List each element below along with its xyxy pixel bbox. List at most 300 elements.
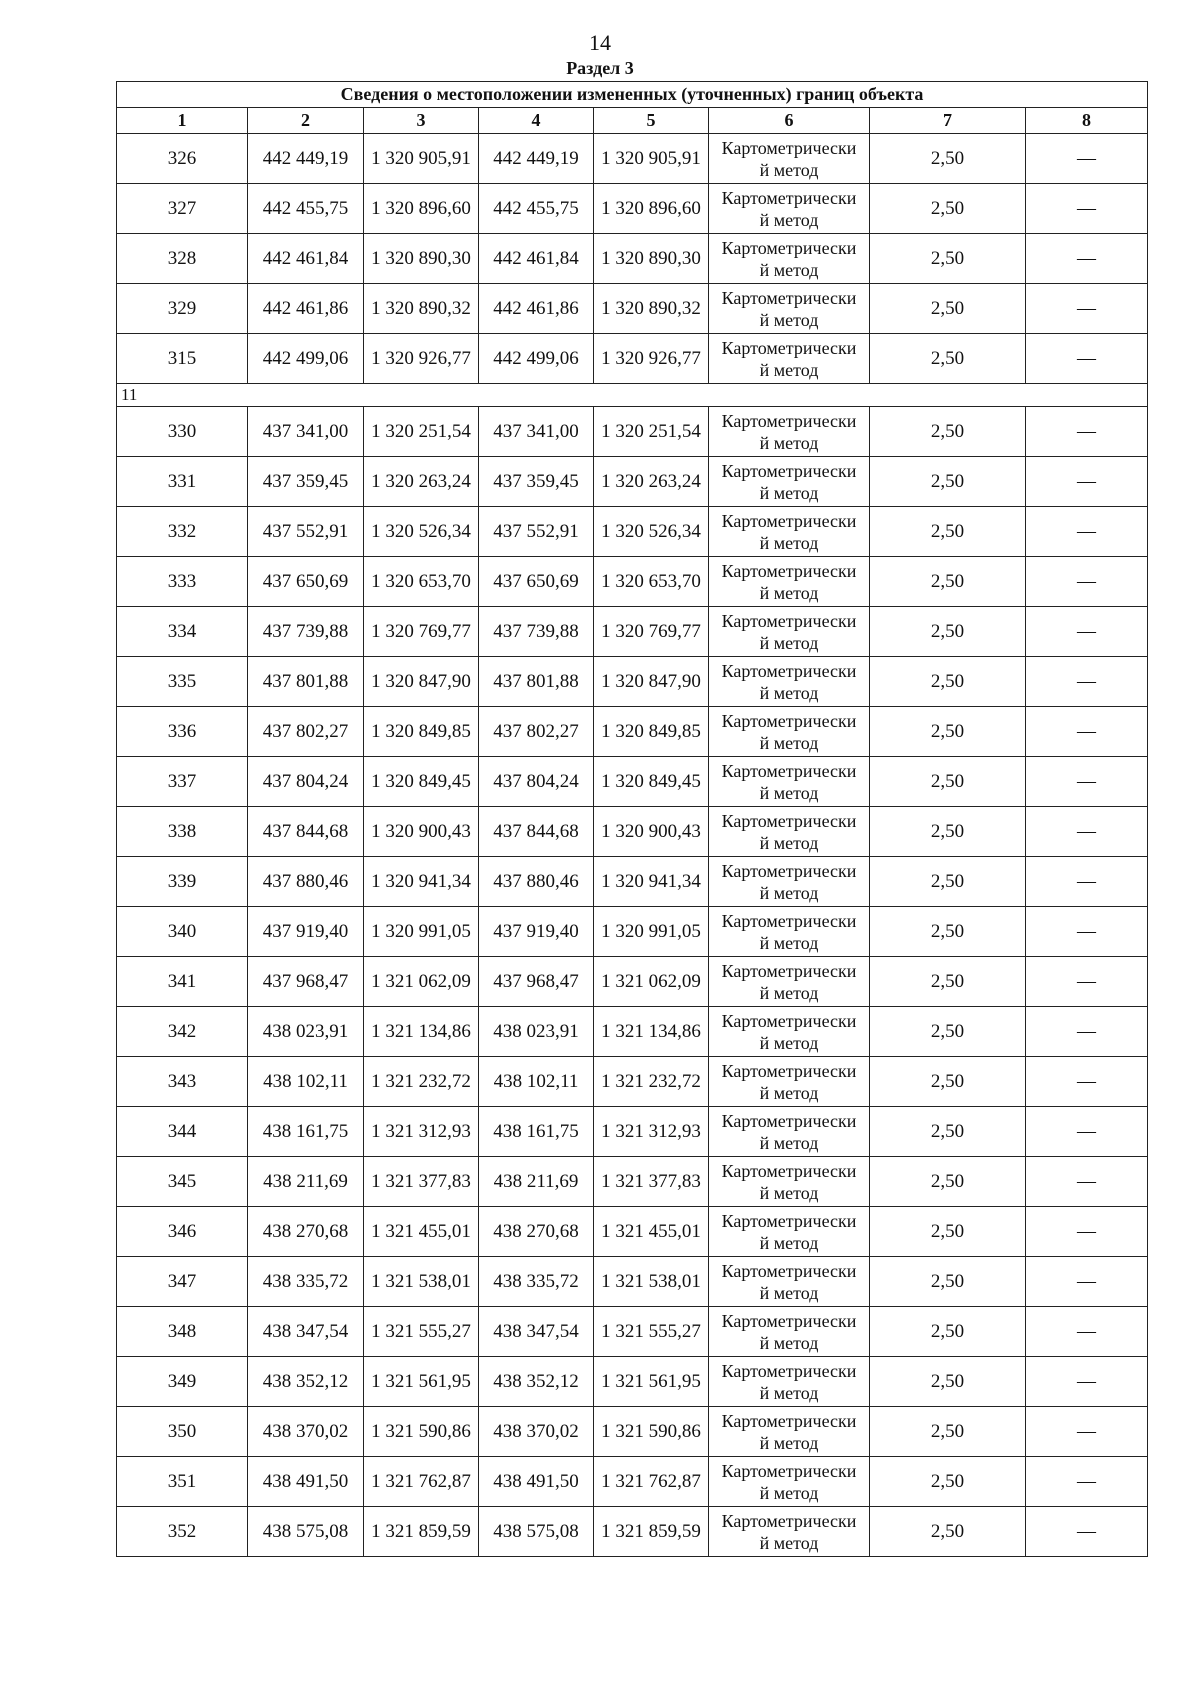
y-old-cell: 1 320 526,34 — [364, 507, 479, 557]
x-old-cell: 437 802,27 — [248, 707, 364, 757]
table-body-part-1 — [117, 134, 1148, 384]
method-line-1: Картометрически — [721, 1410, 857, 1431]
y-new-cell: 1 320 849,85 — [594, 707, 709, 757]
description-cell: — — [1026, 134, 1148, 184]
accuracy-cell: 2,50 — [870, 1407, 1026, 1457]
method-cell — [709, 1457, 870, 1507]
y-new-cell: 1 320 941,34 — [594, 857, 709, 907]
x-new-cell: 437 880,46 — [479, 857, 594, 907]
x-new-cell: 437 739,88 — [479, 607, 594, 657]
x-new-cell: 437 801,88 — [479, 657, 594, 707]
method-line-1: Картометрически — [721, 910, 857, 931]
y-old-cell: 1 320 847,90 — [364, 657, 479, 707]
x-new-cell: 438 347,54 — [479, 1307, 594, 1357]
y-old-cell: 1 321 555,27 — [364, 1307, 479, 1357]
group-label: 11 — [117, 384, 1148, 407]
accuracy-cell: 2,50 — [870, 957, 1026, 1007]
method-line-2: й метод — [759, 1482, 819, 1503]
accuracy-cell: 2,50 — [870, 607, 1026, 657]
accuracy-cell: 2,50 — [870, 707, 1026, 757]
x-old-cell: 442 499,06 — [248, 334, 364, 384]
y-new-cell: 1 320 905,91 — [594, 134, 709, 184]
method-line-1: Картометрически — [721, 610, 857, 631]
table-row — [117, 1007, 1148, 1057]
point-number-cell: 348 — [117, 1307, 248, 1357]
method-line-1: Картометрически — [721, 337, 857, 358]
description-cell: — — [1026, 607, 1148, 657]
y-new-cell: 1 321 232,72 — [594, 1057, 709, 1107]
method-line-2: й метод — [759, 259, 819, 280]
method-cell — [709, 807, 870, 857]
method-cell — [709, 757, 870, 807]
method-line-2: й метод — [759, 1282, 819, 1303]
x-new-cell: 438 102,11 — [479, 1057, 594, 1107]
y-old-cell: 1 320 890,30 — [364, 234, 479, 284]
method-line-1: Картометрически — [721, 1260, 857, 1281]
accuracy-cell: 2,50 — [870, 134, 1026, 184]
y-old-cell: 1 320 653,70 — [364, 557, 479, 607]
x-old-cell: 438 023,91 — [248, 1007, 364, 1057]
y-old-cell: 1 320 849,85 — [364, 707, 479, 757]
point-number-cell: 343 — [117, 1057, 248, 1107]
method-cell — [709, 407, 870, 457]
y-old-cell: 1 321 312,93 — [364, 1107, 479, 1157]
description-cell: — — [1026, 1307, 1148, 1357]
table-body-part-2 — [117, 407, 1148, 1557]
x-new-cell: 438 211,69 — [479, 1157, 594, 1207]
accuracy-cell: 2,50 — [870, 1307, 1026, 1357]
method-line-1: Картометрически — [721, 1010, 857, 1031]
method-line-1: Картометрически — [721, 1460, 857, 1481]
x-old-cell: 437 880,46 — [248, 857, 364, 907]
table-row — [117, 957, 1148, 1007]
method-line-1: Картометрически — [721, 960, 857, 981]
point-number-cell: 340 — [117, 907, 248, 957]
y-old-cell: 1 320 890,32 — [364, 284, 479, 334]
description-cell: — — [1026, 334, 1148, 384]
x-old-cell: 442 449,19 — [248, 134, 364, 184]
y-old-cell: 1 321 062,09 — [364, 957, 479, 1007]
description-cell: — — [1026, 1407, 1148, 1457]
method-line-1: Картометрически — [721, 1510, 857, 1531]
y-new-cell: 1 321 859,59 — [594, 1507, 709, 1557]
y-new-cell: 1 321 312,93 — [594, 1107, 709, 1157]
y-new-cell: 1 321 134,86 — [594, 1007, 709, 1057]
x-old-cell: 438 270,68 — [248, 1207, 364, 1257]
method-line-1: Картометрически — [721, 460, 857, 481]
point-number-cell: 331 — [117, 457, 248, 507]
accuracy-cell: 2,50 — [870, 557, 1026, 607]
x-old-cell: 437 968,47 — [248, 957, 364, 1007]
method-line-2: й метод — [759, 1182, 819, 1203]
method-cell — [709, 1307, 870, 1357]
accuracy-cell: 2,50 — [870, 1207, 1026, 1257]
description-cell: — — [1026, 1357, 1148, 1407]
accuracy-cell: 2,50 — [870, 507, 1026, 557]
accuracy-cell: 2,50 — [870, 1107, 1026, 1157]
method-line-2: й метод — [759, 1432, 819, 1453]
method-line-2: й метод — [759, 209, 819, 230]
method-line-1: Картометрически — [721, 187, 857, 208]
point-number-cell: 342 — [117, 1007, 248, 1057]
y-old-cell: 1 320 263,24 — [364, 457, 479, 507]
method-line-2: й метод — [759, 1082, 819, 1103]
method-line-1: Картометрически — [721, 560, 857, 581]
y-new-cell: 1 321 062,09 — [594, 957, 709, 1007]
y-old-cell: 1 320 991,05 — [364, 907, 479, 957]
method-line-1: Картометрически — [721, 510, 857, 531]
point-number-cell: 347 — [117, 1257, 248, 1307]
table-row — [117, 1507, 1148, 1557]
table-row — [117, 1407, 1148, 1457]
y-old-cell: 1 321 590,86 — [364, 1407, 479, 1457]
method-cell — [709, 1157, 870, 1207]
accuracy-cell: 2,50 — [870, 407, 1026, 457]
accuracy-cell: 2,50 — [870, 184, 1026, 234]
y-new-cell: 1 321 762,87 — [594, 1457, 709, 1507]
y-new-cell: 1 320 991,05 — [594, 907, 709, 957]
description-cell: — — [1026, 184, 1148, 234]
method-cell — [709, 1257, 870, 1307]
column-number: 1 — [117, 108, 248, 134]
x-new-cell: 437 968,47 — [479, 957, 594, 1007]
y-new-cell: 1 320 890,30 — [594, 234, 709, 284]
method-line-1: Картометрически — [721, 410, 857, 431]
x-old-cell: 437 801,88 — [248, 657, 364, 707]
x-old-cell: 438 370,02 — [248, 1407, 364, 1457]
method-line-2: й метод — [759, 309, 819, 330]
method-line-1: Картометрически — [721, 137, 857, 158]
accuracy-cell: 2,50 — [870, 1457, 1026, 1507]
description-cell: — — [1026, 1157, 1148, 1207]
x-old-cell: 438 491,50 — [248, 1457, 364, 1507]
description-cell: — — [1026, 757, 1148, 807]
accuracy-cell: 2,50 — [870, 657, 1026, 707]
x-new-cell: 437 804,24 — [479, 757, 594, 807]
method-line-1: Картометрически — [721, 287, 857, 308]
method-line-2: й метод — [759, 432, 819, 453]
method-line-1: Картометрически — [721, 1110, 857, 1131]
accuracy-cell: 2,50 — [870, 457, 1026, 507]
x-new-cell: 442 461,86 — [479, 284, 594, 334]
x-old-cell: 442 455,75 — [248, 184, 364, 234]
boundary-table — [116, 81, 1148, 1557]
table-row — [117, 907, 1148, 957]
point-number-cell: 339 — [117, 857, 248, 907]
table-row — [117, 334, 1148, 384]
y-old-cell: 1 320 849,45 — [364, 757, 479, 807]
method-line-2: й метод — [759, 359, 819, 380]
y-new-cell: 1 320 769,77 — [594, 607, 709, 657]
point-number-cell: 334 — [117, 607, 248, 657]
y-new-cell: 1 320 896,60 — [594, 184, 709, 234]
method-cell — [709, 707, 870, 757]
description-cell: — — [1026, 1457, 1148, 1507]
table-row — [117, 1107, 1148, 1157]
x-new-cell: 438 491,50 — [479, 1457, 594, 1507]
method-cell — [709, 1057, 870, 1107]
y-new-cell: 1 320 926,77 — [594, 334, 709, 384]
method-line-2: й метод — [759, 532, 819, 553]
x-old-cell: 437 739,88 — [248, 607, 364, 657]
y-old-cell: 1 321 859,59 — [364, 1507, 479, 1557]
table-row — [117, 557, 1148, 607]
point-number-cell: 336 — [117, 707, 248, 757]
method-line-2: й метод — [759, 1032, 819, 1053]
x-old-cell: 438 575,08 — [248, 1507, 364, 1557]
description-cell: — — [1026, 857, 1148, 907]
description-cell: — — [1026, 1007, 1148, 1057]
accuracy-cell: 2,50 — [870, 284, 1026, 334]
column-number: 3 — [364, 108, 479, 134]
method-line-1: Картометрически — [721, 810, 857, 831]
x-old-cell: 437 359,45 — [248, 457, 364, 507]
y-new-cell: 1 320 847,90 — [594, 657, 709, 707]
table-row — [117, 1357, 1148, 1407]
y-old-cell: 1 321 134,86 — [364, 1007, 479, 1057]
page-number: 14 — [589, 30, 611, 55]
method-cell — [709, 1007, 870, 1057]
method-cell — [709, 1207, 870, 1257]
point-number-cell: 327 — [117, 184, 248, 234]
x-old-cell: 438 347,54 — [248, 1307, 364, 1357]
x-old-cell: 438 211,69 — [248, 1157, 364, 1207]
method-cell — [709, 557, 870, 607]
y-new-cell: 1 320 890,32 — [594, 284, 709, 334]
accuracy-cell: 2,50 — [870, 1257, 1026, 1307]
method-cell — [709, 234, 870, 284]
y-old-cell: 1 320 900,43 — [364, 807, 479, 857]
accuracy-cell: 2,50 — [870, 807, 1026, 857]
description-cell: — — [1026, 557, 1148, 607]
x-old-cell: 442 461,84 — [248, 234, 364, 284]
y-old-cell: 1 320 896,60 — [364, 184, 479, 234]
point-number-cell: 352 — [117, 1507, 248, 1557]
y-old-cell: 1 321 455,01 — [364, 1207, 479, 1257]
description-cell: — — [1026, 1207, 1148, 1257]
x-new-cell: 437 341,00 — [479, 407, 594, 457]
description-cell: — — [1026, 407, 1148, 457]
point-number-cell: 328 — [117, 234, 248, 284]
y-new-cell: 1 320 900,43 — [594, 807, 709, 857]
y-old-cell: 1 321 232,72 — [364, 1057, 479, 1107]
method-line-1: Картометрически — [721, 760, 857, 781]
table-row — [117, 507, 1148, 557]
method-line-1: Картометрически — [721, 710, 857, 731]
description-cell: — — [1026, 907, 1148, 957]
y-old-cell: 1 321 561,95 — [364, 1357, 479, 1407]
point-number-cell: 329 — [117, 284, 248, 334]
x-new-cell: 437 552,91 — [479, 507, 594, 557]
table-caption: Сведения о местоположении измененных (уточненных) границ объекта — [117, 82, 1148, 108]
column-number: 8 — [1026, 108, 1148, 134]
method-line-2: й метод — [759, 632, 819, 653]
description-cell: — — [1026, 1507, 1148, 1557]
x-new-cell: 437 919,40 — [479, 907, 594, 957]
x-old-cell: 442 461,86 — [248, 284, 364, 334]
x-new-cell: 438 352,12 — [479, 1357, 594, 1407]
point-number-cell: 333 — [117, 557, 248, 607]
method-line-2: й метод — [759, 882, 819, 903]
table-row — [117, 284, 1148, 334]
y-new-cell: 1 321 561,95 — [594, 1357, 709, 1407]
column-number: 2 — [248, 108, 364, 134]
point-number-cell: 341 — [117, 957, 248, 1007]
column-number: 6 — [709, 108, 870, 134]
method-cell — [709, 957, 870, 1007]
y-old-cell: 1 321 538,01 — [364, 1257, 479, 1307]
table-row — [117, 184, 1148, 234]
method-cell — [709, 334, 870, 384]
method-line-2: й метод — [759, 982, 819, 1003]
table-row — [117, 857, 1148, 907]
accuracy-cell: 2,50 — [870, 1507, 1026, 1557]
accuracy-cell: 2,50 — [870, 857, 1026, 907]
accuracy-cell: 2,50 — [870, 1057, 1026, 1107]
x-old-cell: 437 552,91 — [248, 507, 364, 557]
y-new-cell: 1 321 377,83 — [594, 1157, 709, 1207]
table-row — [117, 707, 1148, 757]
description-cell: — — [1026, 1107, 1148, 1157]
method-line-1: Картометрически — [721, 1310, 857, 1331]
point-number-cell: 337 — [117, 757, 248, 807]
y-old-cell: 1 321 377,83 — [364, 1157, 479, 1207]
method-cell — [709, 1507, 870, 1557]
method-cell — [709, 607, 870, 657]
method-line-2: й метод — [759, 1232, 819, 1253]
point-number-cell: 350 — [117, 1407, 248, 1457]
y-new-cell: 1 320 849,45 — [594, 757, 709, 807]
description-cell: — — [1026, 807, 1148, 857]
point-number-cell: 338 — [117, 807, 248, 857]
x-old-cell: 437 650,69 — [248, 557, 364, 607]
x-new-cell: 438 023,91 — [479, 1007, 594, 1057]
method-line-1: Картометрически — [721, 860, 857, 881]
point-number-cell: 345 — [117, 1157, 248, 1207]
method-cell — [709, 1107, 870, 1157]
y-old-cell: 1 320 769,77 — [364, 607, 479, 657]
x-old-cell: 438 335,72 — [248, 1257, 364, 1307]
y-old-cell: 1 320 251,54 — [364, 407, 479, 457]
y-new-cell: 1 321 590,86 — [594, 1407, 709, 1457]
accuracy-cell: 2,50 — [870, 907, 1026, 957]
method-cell — [709, 857, 870, 907]
method-line-2: й метод — [759, 832, 819, 853]
table-row — [117, 234, 1148, 284]
description-cell: — — [1026, 657, 1148, 707]
table-row — [117, 457, 1148, 507]
accuracy-cell: 2,50 — [870, 1157, 1026, 1207]
column-number: 5 — [594, 108, 709, 134]
method-line-1: Картометрически — [721, 237, 857, 258]
x-new-cell: 438 270,68 — [479, 1207, 594, 1257]
method-line-2: й метод — [759, 782, 819, 803]
table-row — [117, 1157, 1148, 1207]
accuracy-cell: 2,50 — [870, 1007, 1026, 1057]
x-old-cell: 437 341,00 — [248, 407, 364, 457]
y-old-cell: 1 320 941,34 — [364, 857, 479, 907]
method-line-1: Картометрически — [721, 660, 857, 681]
method-line-1: Картометрически — [721, 1160, 857, 1181]
accuracy-cell: 2,50 — [870, 757, 1026, 807]
point-number-cell: 326 — [117, 134, 248, 184]
point-number-cell: 346 — [117, 1207, 248, 1257]
accuracy-cell: 2,50 — [870, 334, 1026, 384]
x-new-cell: 442 455,75 — [479, 184, 594, 234]
accuracy-cell: 2,50 — [870, 1357, 1026, 1407]
y-old-cell: 1 320 905,91 — [364, 134, 479, 184]
x-new-cell: 437 650,69 — [479, 557, 594, 607]
table-row — [117, 807, 1148, 857]
description-cell: — — [1026, 707, 1148, 757]
y-new-cell: 1 321 455,01 — [594, 1207, 709, 1257]
y-new-cell: 1 321 538,01 — [594, 1257, 709, 1307]
table-row — [117, 757, 1148, 807]
table-row — [117, 1307, 1148, 1357]
method-cell — [709, 134, 870, 184]
table-row — [117, 1207, 1148, 1257]
method-cell — [709, 1357, 870, 1407]
method-cell — [709, 657, 870, 707]
point-number-cell: 332 — [117, 507, 248, 557]
x-old-cell: 437 844,68 — [248, 807, 364, 857]
method-line-2: й метод — [759, 1332, 819, 1353]
point-number-cell: 351 — [117, 1457, 248, 1507]
point-number-cell: 344 — [117, 1107, 248, 1157]
method-line-2: й метод — [759, 159, 819, 180]
y-new-cell: 1 320 251,54 — [594, 407, 709, 457]
point-number-cell: 330 — [117, 407, 248, 457]
y-old-cell: 1 321 762,87 — [364, 1457, 479, 1507]
table-row — [117, 607, 1148, 657]
method-cell — [709, 907, 870, 957]
x-old-cell: 438 102,11 — [248, 1057, 364, 1107]
x-old-cell: 437 804,24 — [248, 757, 364, 807]
description-cell: — — [1026, 457, 1148, 507]
x-new-cell: 437 802,27 — [479, 707, 594, 757]
x-new-cell: 442 461,84 — [479, 234, 594, 284]
method-cell — [709, 184, 870, 234]
method-cell — [709, 457, 870, 507]
description-cell: — — [1026, 957, 1148, 1007]
table-row — [117, 134, 1148, 184]
method-line-2: й метод — [759, 932, 819, 953]
table-row — [117, 407, 1148, 457]
section-title: Раздел 3 — [566, 58, 634, 78]
description-cell: — — [1026, 1257, 1148, 1307]
x-old-cell: 438 352,12 — [248, 1357, 364, 1407]
accuracy-cell: 2,50 — [870, 234, 1026, 284]
x-new-cell: 438 161,75 — [479, 1107, 594, 1157]
table-row — [117, 1257, 1148, 1307]
description-cell: — — [1026, 284, 1148, 334]
description-cell: — — [1026, 234, 1148, 284]
y-new-cell: 1 320 653,70 — [594, 557, 709, 607]
method-line-1: Картометрически — [721, 1210, 857, 1231]
y-new-cell: 1 321 555,27 — [594, 1307, 709, 1357]
method-cell — [709, 507, 870, 557]
x-new-cell: 437 844,68 — [479, 807, 594, 857]
method-line-1: Картометрически — [721, 1360, 857, 1381]
y-new-cell: 1 320 263,24 — [594, 457, 709, 507]
y-old-cell: 1 320 926,77 — [364, 334, 479, 384]
point-number-cell: 349 — [117, 1357, 248, 1407]
method-line-1: Картометрически — [721, 1060, 857, 1081]
table-row — [117, 657, 1148, 707]
point-number-cell: 335 — [117, 657, 248, 707]
x-new-cell: 438 335,72 — [479, 1257, 594, 1307]
method-line-2: й метод — [759, 1532, 819, 1553]
